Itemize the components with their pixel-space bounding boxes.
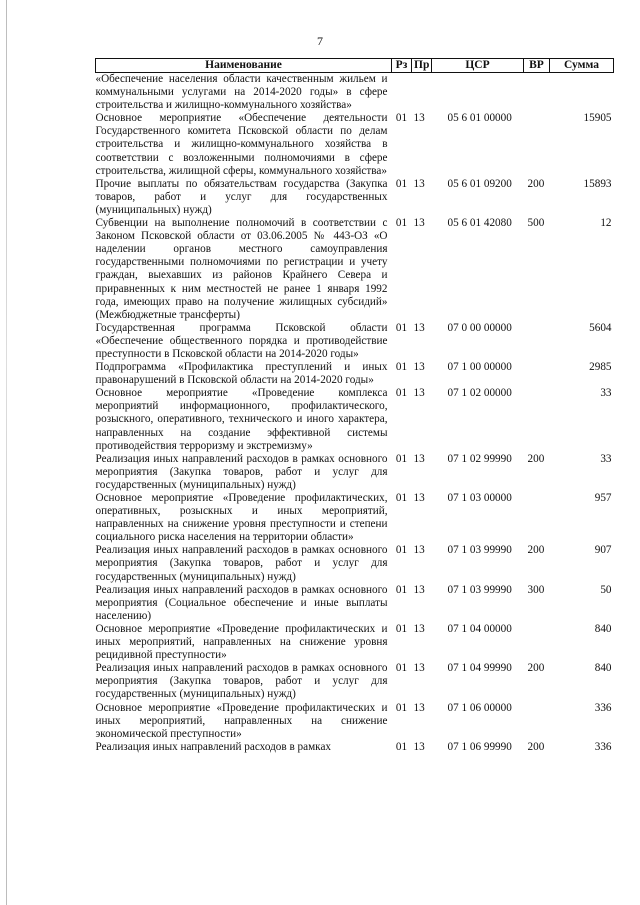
cell-csr: 07 1 04 99990 xyxy=(447,662,512,675)
header-pr: Пр xyxy=(412,59,432,73)
header-rz: Рз xyxy=(392,59,412,73)
cell-csr xyxy=(432,73,524,113)
cell-csr: 07 1 00 00000 xyxy=(447,361,512,374)
table-row xyxy=(96,73,614,113)
cell-pr: 13 xyxy=(413,492,425,504)
cell-vr xyxy=(524,387,550,452)
cell-pr: 13 xyxy=(413,387,425,400)
cell-pr: 13 xyxy=(413,217,425,230)
cell-name: Субвенции на выполнение полномочий в соответствии с Законом Псковской области от 03.06.2005 № 443-ОЗ «О наделении органов местного самоуправления государственными полномочиями по регистрации и учету граждан, выехавших из районов Крайнего Севера и приравненных к ним местностей не ранее 1 января 1992 года, имеющих право на получение жилищных субсидий» (Межбюджетные трансферты) xyxy=(95,217,388,321)
cell-csr: 05 6 01 00000 xyxy=(447,112,512,125)
header-row xyxy=(96,59,614,73)
cell-sum: 840 xyxy=(594,622,612,635)
header-vr: ВР xyxy=(524,59,550,73)
table-row xyxy=(96,492,614,544)
scan-edge xyxy=(6,0,7,905)
cell-pr: 13 xyxy=(413,177,425,190)
cell-vr xyxy=(524,73,550,113)
table-row xyxy=(96,662,614,701)
cell-csr: 07 1 03 99990 xyxy=(447,583,512,596)
cell-sum: 15893 xyxy=(583,177,612,190)
cell-rz: 01 xyxy=(395,177,408,190)
cell-rz: 01 xyxy=(395,492,408,504)
cell-rz: 01 xyxy=(395,112,408,125)
table-row xyxy=(96,361,614,387)
cell-csr: 07 1 06 99990 xyxy=(447,740,512,753)
cell-csr: 07 1 02 00000 xyxy=(447,387,512,400)
cell-vr xyxy=(524,623,550,662)
table-row xyxy=(96,702,614,741)
cell-sum: 336 xyxy=(594,701,612,714)
cell-vr xyxy=(524,702,550,741)
table-row xyxy=(96,741,614,754)
table-row xyxy=(96,584,614,623)
cell-vr: 200 xyxy=(527,544,545,557)
table-row xyxy=(96,544,614,583)
table-row xyxy=(96,623,614,662)
header-sum: Сумма xyxy=(550,59,614,73)
cell-sum: 50 xyxy=(600,583,612,596)
cell-csr: 07 1 03 00000 xyxy=(447,492,512,504)
table-row xyxy=(96,217,614,322)
cell-rz: 01 xyxy=(395,217,408,230)
cell-rz: 01 xyxy=(395,701,408,714)
cell-csr: 05 6 01 09200 xyxy=(447,177,512,190)
cell-name: Реализация иных направлений расходов в рамках основного мероприятия (Закупка товаров, работ и услуг для государственных (муниципальных) нужд) xyxy=(95,544,388,583)
cell-rz: 01 xyxy=(395,321,408,334)
table-row xyxy=(96,387,614,452)
cell-sum: 12 xyxy=(600,217,612,230)
cell-rz: 01 xyxy=(395,740,408,753)
table-body xyxy=(96,73,614,754)
table-row xyxy=(96,178,614,217)
cell-vr: 200 xyxy=(527,177,545,190)
cell-sum: 33 xyxy=(600,387,612,400)
cell-rz: 01 xyxy=(395,622,408,635)
cell-rz: 01 xyxy=(395,544,408,557)
budget-table-container xyxy=(95,58,613,754)
cell-sum: 840 xyxy=(594,662,612,675)
header-name: Наименование xyxy=(96,59,392,73)
cell-name: Реализация иных направлений расходов в рамках основного мероприятия (Социальное обеспечение и иные выплаты населению) xyxy=(95,583,388,622)
cell-pr xyxy=(412,73,432,113)
cell-name: Реализация иных направлений расходов в рамках основного мероприятия (Закупка товаров, работ и услуг для государственных (муниципальных) нужд) xyxy=(95,452,388,491)
cell-vr xyxy=(524,112,550,177)
cell-name: Основное мероприятие «Обеспечение деятельности Государственного комитета Псковской области по делам строительства и жилищно-коммунального хозяйства в соответствии с возложенными полномочиями в сфере строительства, жилищной сферы, коммунального хозяйства» xyxy=(95,112,388,177)
cell-csr: 07 1 04 00000 xyxy=(447,622,512,635)
cell-csr: 07 1 03 99990 xyxy=(447,544,512,557)
cell-pr: 13 xyxy=(413,662,425,675)
cell-name: Прочие выплаты по обязательствам государства (Закупка товаров, работ и услуг для государственных (муниципальных) нужд) xyxy=(95,177,388,216)
cell-name: Государственная программа Псковской области «Обеспечение общественного порядка и противодействие преступности в Псковской области на 2014-2020 годы» xyxy=(95,321,388,360)
cell-sum: 33 xyxy=(600,452,612,465)
cell-vr xyxy=(524,361,550,387)
cell-rz: 01 xyxy=(395,387,408,400)
budget-table xyxy=(95,58,614,754)
cell-name: Основное мероприятие «Проведение профилактических и иных мероприятий, направленных на снижение уровня рецидивной преступности» xyxy=(95,622,388,662)
cell-pr: 13 xyxy=(413,583,425,596)
cell-name: Подпрограмма «Профилактика преступлений и иных правонарушений в Псковской области на 2014-2020 годы» xyxy=(95,361,388,387)
cell-rz: 01 xyxy=(395,583,408,596)
cell-rz xyxy=(392,73,412,113)
cell-pr: 13 xyxy=(413,740,425,753)
page-number: 7 xyxy=(317,34,323,48)
cell-rz: 01 xyxy=(395,361,408,374)
cell-name: «Обеспечение населения области качественным жильем и коммунальными услугами на 2014-2020 годы» в сфере строительства и жилищно-коммунального хозяйства» xyxy=(95,73,388,112)
cell-sum: 2985 xyxy=(589,361,612,374)
cell-vr: 200 xyxy=(527,452,545,465)
cell-vr: 200 xyxy=(527,740,545,753)
cell-name: Основное мероприятие «Проведение профилактических и иных мероприятий, направленных на снижение экономической преступности» xyxy=(95,701,388,740)
cell-pr: 13 xyxy=(413,361,425,374)
table-row xyxy=(96,453,614,492)
table-header xyxy=(96,59,614,73)
cell-rz: 01 xyxy=(395,452,408,465)
cell-name: Основное мероприятие «Проведение профилактических, оперативных, розыскных и иных мероприятий, направленных на снижение уровня преступности и степени социального риска населения на территории области» xyxy=(95,492,388,544)
cell-sum: 15905 xyxy=(583,112,612,125)
cell-csr: 07 0 00 00000 xyxy=(447,321,512,334)
cell-vr: 300 xyxy=(527,583,545,596)
header-csr: ЦСР xyxy=(432,59,524,73)
cell-pr: 13 xyxy=(413,544,425,557)
table-row xyxy=(96,322,614,361)
cell-name: Основное мероприятие «Проведение комплекса мероприятий информационного, профилактического, розыскного, оперативного, технического и иного характера, направленных на создание эффективной системы противодействия терроризму и экстремизму» xyxy=(95,387,388,452)
cell-vr xyxy=(524,492,550,544)
cell-sum: 907 xyxy=(594,544,612,557)
cell-vr xyxy=(524,322,550,361)
cell-pr: 13 xyxy=(413,622,425,635)
cell-pr: 13 xyxy=(413,321,425,334)
cell-rz: 01 xyxy=(395,662,408,675)
cell-sum: 336 xyxy=(594,740,612,753)
cell-vr: 200 xyxy=(527,662,545,675)
cell-csr: 07 1 06 00000 xyxy=(447,701,512,714)
cell-pr: 13 xyxy=(413,701,425,714)
cell-sum: 957 xyxy=(594,492,612,504)
table-row xyxy=(96,112,614,177)
cell-pr: 13 xyxy=(413,452,425,465)
cell-name: Реализация иных направлений расходов в рамках основного мероприятия (Закупка товаров, работ и услуг для государственных (муниципальных) нужд) xyxy=(95,662,388,701)
cell-csr: 05 6 01 42080 xyxy=(447,217,512,230)
cell-vr: 500 xyxy=(527,217,545,230)
cell-pr: 13 xyxy=(413,112,425,125)
cell-sum: 5604 xyxy=(589,321,612,334)
cell-sum xyxy=(550,73,614,113)
cell-csr: 07 1 02 99990 xyxy=(447,452,512,465)
cell-name: Реализация иных направлений расходов в рамках xyxy=(95,740,332,753)
